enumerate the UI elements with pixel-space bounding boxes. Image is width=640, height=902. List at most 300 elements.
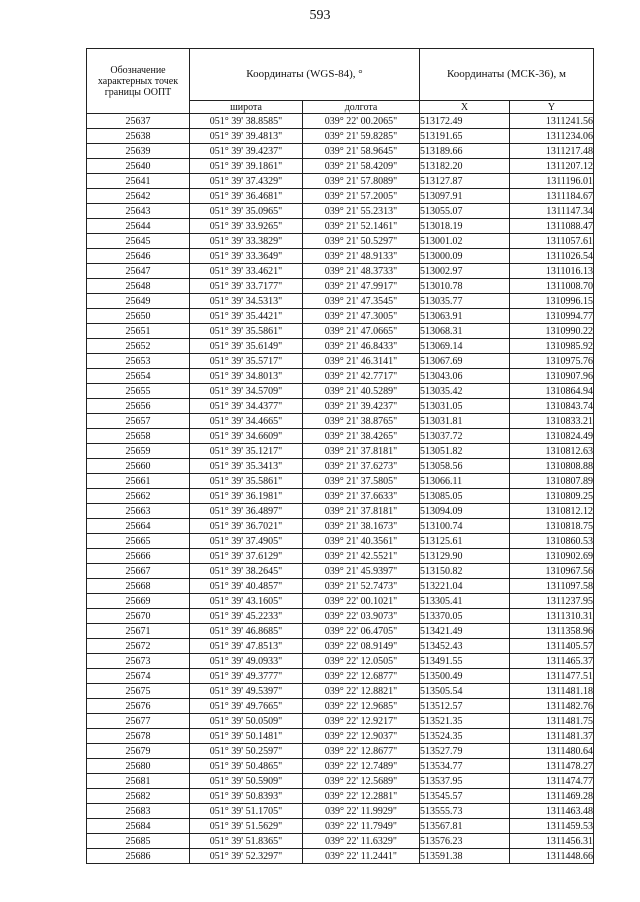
x-coordinate-cell: 513182.20 xyxy=(420,159,510,174)
x-coordinate-cell: 513068.31 xyxy=(420,324,510,339)
x-coordinate-cell: 513063.91 xyxy=(420,309,510,324)
table-row xyxy=(87,459,594,474)
y-coordinate-cell: 1310994.77 xyxy=(510,309,594,324)
latitude-cell: 051° 39' 35.4421" xyxy=(190,309,303,324)
latitude-cell: 051° 39' 49.7665" xyxy=(190,699,303,714)
point-id-cell: 25664 xyxy=(87,519,190,534)
longitude-cell: 039° 21' 40.3561" xyxy=(303,534,420,549)
point-id-cell: 25639 xyxy=(87,144,190,159)
latitude-cell: 051° 39' 33.7177" xyxy=(190,279,303,294)
longitude-cell: 039° 22' 12.8677" xyxy=(303,744,420,759)
point-id-cell: 25660 xyxy=(87,459,190,474)
point-id-cell: 25669 xyxy=(87,594,190,609)
table-row xyxy=(87,189,594,204)
longitude-cell: 039° 21' 59.8285" xyxy=(303,129,420,144)
x-coordinate-cell: 513370.05 xyxy=(420,609,510,624)
table-row xyxy=(87,834,594,849)
y-coordinate-cell: 1311463.48 xyxy=(510,804,594,819)
y-coordinate-cell: 1311456.31 xyxy=(510,834,594,849)
table-row xyxy=(87,699,594,714)
longitude-cell: 039° 21' 48.9133" xyxy=(303,249,420,264)
x-coordinate-cell: 513491.55 xyxy=(420,654,510,669)
point-id-cell: 25642 xyxy=(87,189,190,204)
longitude-cell: 039° 22' 03.9073" xyxy=(303,609,420,624)
y-coordinate-cell: 1310990.22 xyxy=(510,324,594,339)
header-latitude: широта xyxy=(190,101,303,114)
point-id-cell: 25658 xyxy=(87,429,190,444)
y-coordinate-cell: 1310809.25 xyxy=(510,489,594,504)
y-coordinate-cell: 1311481.37 xyxy=(510,729,594,744)
latitude-cell: 051° 39' 34.6609" xyxy=(190,429,303,444)
y-coordinate-cell: 1311217.48 xyxy=(510,144,594,159)
table-row xyxy=(87,474,594,489)
latitude-cell: 051° 39' 35.5861" xyxy=(190,474,303,489)
longitude-cell: 039° 21' 52.1461" xyxy=(303,219,420,234)
longitude-cell: 039° 21' 58.4209" xyxy=(303,159,420,174)
x-coordinate-cell: 513000.09 xyxy=(420,249,510,264)
table-row xyxy=(87,579,594,594)
x-coordinate-cell: 513512.57 xyxy=(420,699,510,714)
longitude-cell: 039° 22' 12.2881" xyxy=(303,789,420,804)
latitude-cell: 051° 39' 35.0965" xyxy=(190,204,303,219)
latitude-cell: 051° 39' 49.0933" xyxy=(190,654,303,669)
latitude-cell: 051° 39' 50.1481" xyxy=(190,729,303,744)
point-id-cell: 25671 xyxy=(87,624,190,639)
longitude-cell: 039° 21' 50.5297" xyxy=(303,234,420,249)
latitude-cell: 051° 39' 39.4237" xyxy=(190,144,303,159)
y-coordinate-cell: 1310864.94 xyxy=(510,384,594,399)
x-coordinate-cell: 513100.74 xyxy=(420,519,510,534)
latitude-cell: 051° 39' 36.7021" xyxy=(190,519,303,534)
latitude-cell: 051° 39' 51.5629" xyxy=(190,819,303,834)
table-row xyxy=(87,444,594,459)
longitude-cell: 039° 21' 55.2313" xyxy=(303,204,420,219)
point-id-cell: 25681 xyxy=(87,774,190,789)
latitude-cell: 051° 39' 50.8393" xyxy=(190,789,303,804)
x-coordinate-cell: 513001.02 xyxy=(420,234,510,249)
y-coordinate-cell: 1311026.54 xyxy=(510,249,594,264)
latitude-cell: 051° 39' 51.1705" xyxy=(190,804,303,819)
y-coordinate-cell: 1310808.88 xyxy=(510,459,594,474)
table-row xyxy=(87,759,594,774)
x-coordinate-cell: 513537.95 xyxy=(420,774,510,789)
x-coordinate-cell: 513067.69 xyxy=(420,354,510,369)
latitude-cell: 051° 39' 34.4377" xyxy=(190,399,303,414)
table-row xyxy=(87,294,594,309)
table-row xyxy=(87,624,594,639)
point-id-cell: 25678 xyxy=(87,729,190,744)
longitude-cell: 039° 22' 12.8821" xyxy=(303,684,420,699)
point-id-cell: 25679 xyxy=(87,744,190,759)
point-id-cell: 25665 xyxy=(87,534,190,549)
y-coordinate-cell: 1311196.01 xyxy=(510,174,594,189)
table-row xyxy=(87,414,594,429)
table-body xyxy=(87,114,594,864)
y-coordinate-cell: 1310824.49 xyxy=(510,429,594,444)
point-id-cell: 25663 xyxy=(87,504,190,519)
point-id-cell: 25685 xyxy=(87,834,190,849)
longitude-cell: 039° 22' 00.1021" xyxy=(303,594,420,609)
point-id-cell: 25645 xyxy=(87,234,190,249)
point-id-cell: 25684 xyxy=(87,819,190,834)
point-id-cell: 25661 xyxy=(87,474,190,489)
point-id-cell: 25641 xyxy=(87,174,190,189)
table-row xyxy=(87,204,594,219)
y-coordinate-cell: 1311482.76 xyxy=(510,699,594,714)
longitude-cell: 039° 22' 11.7949" xyxy=(303,819,420,834)
longitude-cell: 039° 22' 12.9685" xyxy=(303,699,420,714)
table-row xyxy=(87,684,594,699)
latitude-cell: 051° 39' 51.8365" xyxy=(190,834,303,849)
y-coordinate-cell: 1311358.96 xyxy=(510,624,594,639)
longitude-cell: 039° 22' 06.4705" xyxy=(303,624,420,639)
y-coordinate-cell: 1310996.15 xyxy=(510,294,594,309)
table-row xyxy=(87,519,594,534)
longitude-cell: 039° 21' 38.1673" xyxy=(303,519,420,534)
table-row xyxy=(87,234,594,249)
x-coordinate-cell: 513035.42 xyxy=(420,384,510,399)
longitude-cell: 039° 21' 57.8089" xyxy=(303,174,420,189)
point-id-cell: 25683 xyxy=(87,804,190,819)
x-coordinate-cell: 513421.49 xyxy=(420,624,510,639)
table-row xyxy=(87,594,594,609)
x-coordinate-cell: 513037.72 xyxy=(420,429,510,444)
table-row xyxy=(87,744,594,759)
x-coordinate-cell: 513031.81 xyxy=(420,414,510,429)
x-coordinate-cell: 513066.11 xyxy=(420,474,510,489)
latitude-cell: 051° 39' 47.8513" xyxy=(190,639,303,654)
latitude-cell: 051° 39' 34.4665" xyxy=(190,414,303,429)
y-coordinate-cell: 1310843.74 xyxy=(510,399,594,414)
y-coordinate-cell: 1311477.51 xyxy=(510,669,594,684)
x-coordinate-cell: 513010.78 xyxy=(420,279,510,294)
point-id-cell: 25672 xyxy=(87,639,190,654)
x-coordinate-cell: 513125.61 xyxy=(420,534,510,549)
latitude-cell: 051° 39' 34.8013" xyxy=(190,369,303,384)
y-coordinate-cell: 1310818.75 xyxy=(510,519,594,534)
point-id-cell: 25675 xyxy=(87,684,190,699)
table-row xyxy=(87,504,594,519)
point-id-cell: 25651 xyxy=(87,324,190,339)
latitude-cell: 051° 39' 35.5717" xyxy=(190,354,303,369)
y-coordinate-cell: 1310812.63 xyxy=(510,444,594,459)
table-row xyxy=(87,309,594,324)
x-coordinate-cell: 513043.06 xyxy=(420,369,510,384)
table-row xyxy=(87,549,594,564)
longitude-cell: 039° 22' 11.6329" xyxy=(303,834,420,849)
y-coordinate-cell: 1310907.96 xyxy=(510,369,594,384)
table-row xyxy=(87,729,594,744)
x-coordinate-cell: 513452.43 xyxy=(420,639,510,654)
point-id-cell: 25676 xyxy=(87,699,190,714)
longitude-cell: 039° 21' 48.3733" xyxy=(303,264,420,279)
point-id-cell: 25653 xyxy=(87,354,190,369)
x-coordinate-cell: 513527.79 xyxy=(420,744,510,759)
point-id-cell: 25662 xyxy=(87,489,190,504)
header-longitude: долгота xyxy=(303,101,420,114)
table-row xyxy=(87,144,594,159)
point-id-cell: 25659 xyxy=(87,444,190,459)
longitude-cell: 039° 21' 37.6633" xyxy=(303,489,420,504)
table-row xyxy=(87,714,594,729)
longitude-cell: 039° 22' 12.6877" xyxy=(303,669,420,684)
table-row xyxy=(87,369,594,384)
latitude-cell: 051° 39' 38.2645" xyxy=(190,564,303,579)
x-coordinate-cell: 513172.49 xyxy=(420,114,510,129)
x-coordinate-cell: 513031.05 xyxy=(420,399,510,414)
latitude-cell: 051° 39' 38.8585" xyxy=(190,114,303,129)
x-coordinate-cell: 513567.81 xyxy=(420,819,510,834)
point-id-cell: 25648 xyxy=(87,279,190,294)
latitude-cell: 051° 39' 50.0509" xyxy=(190,714,303,729)
point-id-cell: 25686 xyxy=(87,849,190,864)
longitude-cell: 039° 21' 38.8765" xyxy=(303,414,420,429)
point-id-cell: 25638 xyxy=(87,129,190,144)
y-coordinate-cell: 1310967.56 xyxy=(510,564,594,579)
point-id-cell: 25680 xyxy=(87,759,190,774)
x-coordinate-cell: 513500.49 xyxy=(420,669,510,684)
table-row xyxy=(87,804,594,819)
latitude-cell: 051° 39' 36.4681" xyxy=(190,189,303,204)
point-id-cell: 25656 xyxy=(87,399,190,414)
point-id-cell: 25649 xyxy=(87,294,190,309)
y-coordinate-cell: 1311207.12 xyxy=(510,159,594,174)
latitude-cell: 051° 39' 34.5709" xyxy=(190,384,303,399)
point-id-cell: 25646 xyxy=(87,249,190,264)
point-id-cell: 25643 xyxy=(87,204,190,219)
table-row xyxy=(87,849,594,864)
latitude-cell: 051° 39' 52.3297" xyxy=(190,849,303,864)
longitude-cell: 039° 22' 12.9037" xyxy=(303,729,420,744)
point-id-cell: 25682 xyxy=(87,789,190,804)
y-coordinate-cell: 1310975.76 xyxy=(510,354,594,369)
y-coordinate-cell: 1310833.21 xyxy=(510,414,594,429)
point-id-cell: 25668 xyxy=(87,579,190,594)
table-row xyxy=(87,819,594,834)
point-id-cell: 25637 xyxy=(87,114,190,129)
y-coordinate-cell: 1311465.37 xyxy=(510,654,594,669)
coordinates-table xyxy=(86,48,594,864)
x-coordinate-cell: 513191.65 xyxy=(420,129,510,144)
longitude-cell: 039° 22' 08.9149" xyxy=(303,639,420,654)
latitude-cell: 051° 39' 39.4813" xyxy=(190,129,303,144)
y-coordinate-cell: 1311057.61 xyxy=(510,234,594,249)
longitude-cell: 039° 22' 12.9217" xyxy=(303,714,420,729)
y-coordinate-cell: 1311016.13 xyxy=(510,264,594,279)
longitude-cell: 039° 21' 45.9397" xyxy=(303,564,420,579)
y-coordinate-cell: 1311088.47 xyxy=(510,219,594,234)
point-id-cell: 25673 xyxy=(87,654,190,669)
table-row xyxy=(87,669,594,684)
table-row xyxy=(87,399,594,414)
x-coordinate-cell: 513035.77 xyxy=(420,294,510,309)
latitude-cell: 051° 39' 50.4865" xyxy=(190,759,303,774)
point-id-cell: 25650 xyxy=(87,309,190,324)
longitude-cell: 039° 21' 47.3545" xyxy=(303,294,420,309)
x-coordinate-cell: 513505.54 xyxy=(420,684,510,699)
latitude-cell: 051° 39' 46.8685" xyxy=(190,624,303,639)
table-row xyxy=(87,324,594,339)
point-id-cell: 25657 xyxy=(87,414,190,429)
table-row xyxy=(87,174,594,189)
longitude-cell: 039° 22' 11.9929" xyxy=(303,804,420,819)
latitude-cell: 051° 39' 33.3829" xyxy=(190,234,303,249)
longitude-cell: 039° 21' 52.7473" xyxy=(303,579,420,594)
longitude-cell: 039° 22' 12.5689" xyxy=(303,774,420,789)
x-coordinate-cell: 513127.87 xyxy=(420,174,510,189)
latitude-cell: 051° 39' 35.1217" xyxy=(190,444,303,459)
y-coordinate-cell: 1310902.69 xyxy=(510,549,594,564)
y-coordinate-cell: 1311147.34 xyxy=(510,204,594,219)
longitude-cell: 039° 22' 00.2065" xyxy=(303,114,420,129)
longitude-cell: 039° 21' 38.4265" xyxy=(303,429,420,444)
longitude-cell: 039° 21' 37.8181" xyxy=(303,444,420,459)
header-wgs84: Координаты (WGS-84), ° xyxy=(190,49,420,101)
table-row xyxy=(87,384,594,399)
y-coordinate-cell: 1311469.28 xyxy=(510,789,594,804)
y-coordinate-cell: 1311241.56 xyxy=(510,114,594,129)
table-row xyxy=(87,564,594,579)
longitude-cell: 039° 21' 40.5289" xyxy=(303,384,420,399)
y-coordinate-cell: 1311008.70 xyxy=(510,279,594,294)
longitude-cell: 039° 22' 12.7489" xyxy=(303,759,420,774)
y-coordinate-cell: 1311184.67 xyxy=(510,189,594,204)
latitude-cell: 051° 39' 43.1605" xyxy=(190,594,303,609)
y-coordinate-cell: 1311459.53 xyxy=(510,819,594,834)
point-id-cell: 25666 xyxy=(87,549,190,564)
latitude-cell: 051° 39' 37.4905" xyxy=(190,534,303,549)
latitude-cell: 051° 39' 36.1981" xyxy=(190,489,303,504)
table-row xyxy=(87,489,594,504)
latitude-cell: 051° 39' 34.5313" xyxy=(190,294,303,309)
x-coordinate-cell: 513524.35 xyxy=(420,729,510,744)
longitude-cell: 039° 22' 12.0505" xyxy=(303,654,420,669)
x-coordinate-cell: 513085.05 xyxy=(420,489,510,504)
latitude-cell: 051° 39' 49.3777" xyxy=(190,669,303,684)
longitude-cell: 039° 21' 42.7717" xyxy=(303,369,420,384)
table-row xyxy=(87,129,594,144)
table-row xyxy=(87,609,594,624)
y-coordinate-cell: 1311234.06 xyxy=(510,129,594,144)
x-coordinate-cell: 513094.09 xyxy=(420,504,510,519)
x-coordinate-cell: 513555.73 xyxy=(420,804,510,819)
point-id-cell: 25652 xyxy=(87,339,190,354)
table-row xyxy=(87,639,594,654)
x-coordinate-cell: 513521.35 xyxy=(420,714,510,729)
longitude-cell: 039° 21' 37.5805" xyxy=(303,474,420,489)
table-row xyxy=(87,354,594,369)
longitude-cell: 039° 21' 58.9645" xyxy=(303,144,420,159)
latitude-cell: 051° 39' 37.4329" xyxy=(190,174,303,189)
x-coordinate-cell: 513305.41 xyxy=(420,594,510,609)
latitude-cell: 051° 39' 33.9265" xyxy=(190,219,303,234)
table-row xyxy=(87,339,594,354)
longitude-cell: 039° 21' 39.4237" xyxy=(303,399,420,414)
y-coordinate-cell: 1311478.27 xyxy=(510,759,594,774)
x-coordinate-cell: 513591.38 xyxy=(420,849,510,864)
longitude-cell: 039° 22' 11.2441" xyxy=(303,849,420,864)
x-coordinate-cell: 513189.66 xyxy=(420,144,510,159)
x-coordinate-cell: 513545.57 xyxy=(420,789,510,804)
longitude-cell: 039° 21' 46.8433" xyxy=(303,339,420,354)
y-coordinate-cell: 1310807.89 xyxy=(510,474,594,489)
longitude-cell: 039° 21' 47.9917" xyxy=(303,279,420,294)
x-coordinate-cell: 513018.19 xyxy=(420,219,510,234)
longitude-cell: 039° 21' 47.0665" xyxy=(303,324,420,339)
page-number: 593 xyxy=(309,8,331,23)
x-coordinate-cell: 513097.91 xyxy=(420,189,510,204)
latitude-cell: 051° 39' 45.2233" xyxy=(190,609,303,624)
latitude-cell: 051° 39' 33.4621" xyxy=(190,264,303,279)
table-row xyxy=(87,534,594,549)
y-coordinate-cell: 1311448.66 xyxy=(510,849,594,864)
header-msk36: Координаты (МСК-36), м xyxy=(420,49,594,101)
y-coordinate-cell: 1311480.64 xyxy=(510,744,594,759)
table-row xyxy=(87,219,594,234)
table-row xyxy=(87,159,594,174)
y-coordinate-cell: 1311310.31 xyxy=(510,609,594,624)
point-id-cell: 25640 xyxy=(87,159,190,174)
y-coordinate-cell: 1311405.57 xyxy=(510,639,594,654)
point-id-cell: 25644 xyxy=(87,219,190,234)
latitude-cell: 051° 39' 50.5909" xyxy=(190,774,303,789)
table-row xyxy=(87,774,594,789)
longitude-cell: 039° 21' 37.8181" xyxy=(303,504,420,519)
y-coordinate-cell: 1311474.77 xyxy=(510,774,594,789)
point-id-cell: 25674 xyxy=(87,669,190,684)
point-id-cell: 25654 xyxy=(87,369,190,384)
latitude-cell: 051° 39' 35.5861" xyxy=(190,324,303,339)
x-coordinate-cell: 513150.82 xyxy=(420,564,510,579)
table-row xyxy=(87,264,594,279)
x-coordinate-cell: 513058.56 xyxy=(420,459,510,474)
point-id-cell: 25670 xyxy=(87,609,190,624)
latitude-cell: 051° 39' 35.3413" xyxy=(190,459,303,474)
table-row xyxy=(87,654,594,669)
x-coordinate-cell: 513069.14 xyxy=(420,339,510,354)
longitude-cell: 039° 21' 57.2005" xyxy=(303,189,420,204)
latitude-cell: 051° 39' 36.4897" xyxy=(190,504,303,519)
point-id-cell: 25655 xyxy=(87,384,190,399)
header-x: X xyxy=(420,101,510,114)
longitude-cell: 039° 21' 42.5521" xyxy=(303,549,420,564)
latitude-cell: 051° 39' 35.6149" xyxy=(190,339,303,354)
y-coordinate-cell: 1310985.92 xyxy=(510,339,594,354)
table-row xyxy=(87,114,594,129)
y-coordinate-cell: 1311097.58 xyxy=(510,579,594,594)
x-coordinate-cell: 513576.23 xyxy=(420,834,510,849)
y-coordinate-cell: 1310860.53 xyxy=(510,534,594,549)
longitude-cell: 039° 21' 46.3141" xyxy=(303,354,420,369)
table-row xyxy=(87,429,594,444)
point-id-cell: 25667 xyxy=(87,564,190,579)
latitude-cell: 051° 39' 37.6129" xyxy=(190,549,303,564)
x-coordinate-cell: 513055.07 xyxy=(420,204,510,219)
y-coordinate-cell: 1311237.95 xyxy=(510,594,594,609)
header-point-designation: Обозначение характерных точек границы ООПТ xyxy=(87,49,190,114)
latitude-cell: 051° 39' 39.1861" xyxy=(190,159,303,174)
latitude-cell: 051° 39' 50.2597" xyxy=(190,744,303,759)
longitude-cell: 039° 21' 47.3005" xyxy=(303,309,420,324)
latitude-cell: 051° 39' 49.5397" xyxy=(190,684,303,699)
point-id-cell: 25677 xyxy=(87,714,190,729)
latitude-cell: 051° 39' 40.4857" xyxy=(190,579,303,594)
y-coordinate-cell: 1310812.12 xyxy=(510,504,594,519)
table-row xyxy=(87,279,594,294)
x-coordinate-cell: 513221.04 xyxy=(420,579,510,594)
table-row xyxy=(87,249,594,264)
x-coordinate-cell: 513051.82 xyxy=(420,444,510,459)
